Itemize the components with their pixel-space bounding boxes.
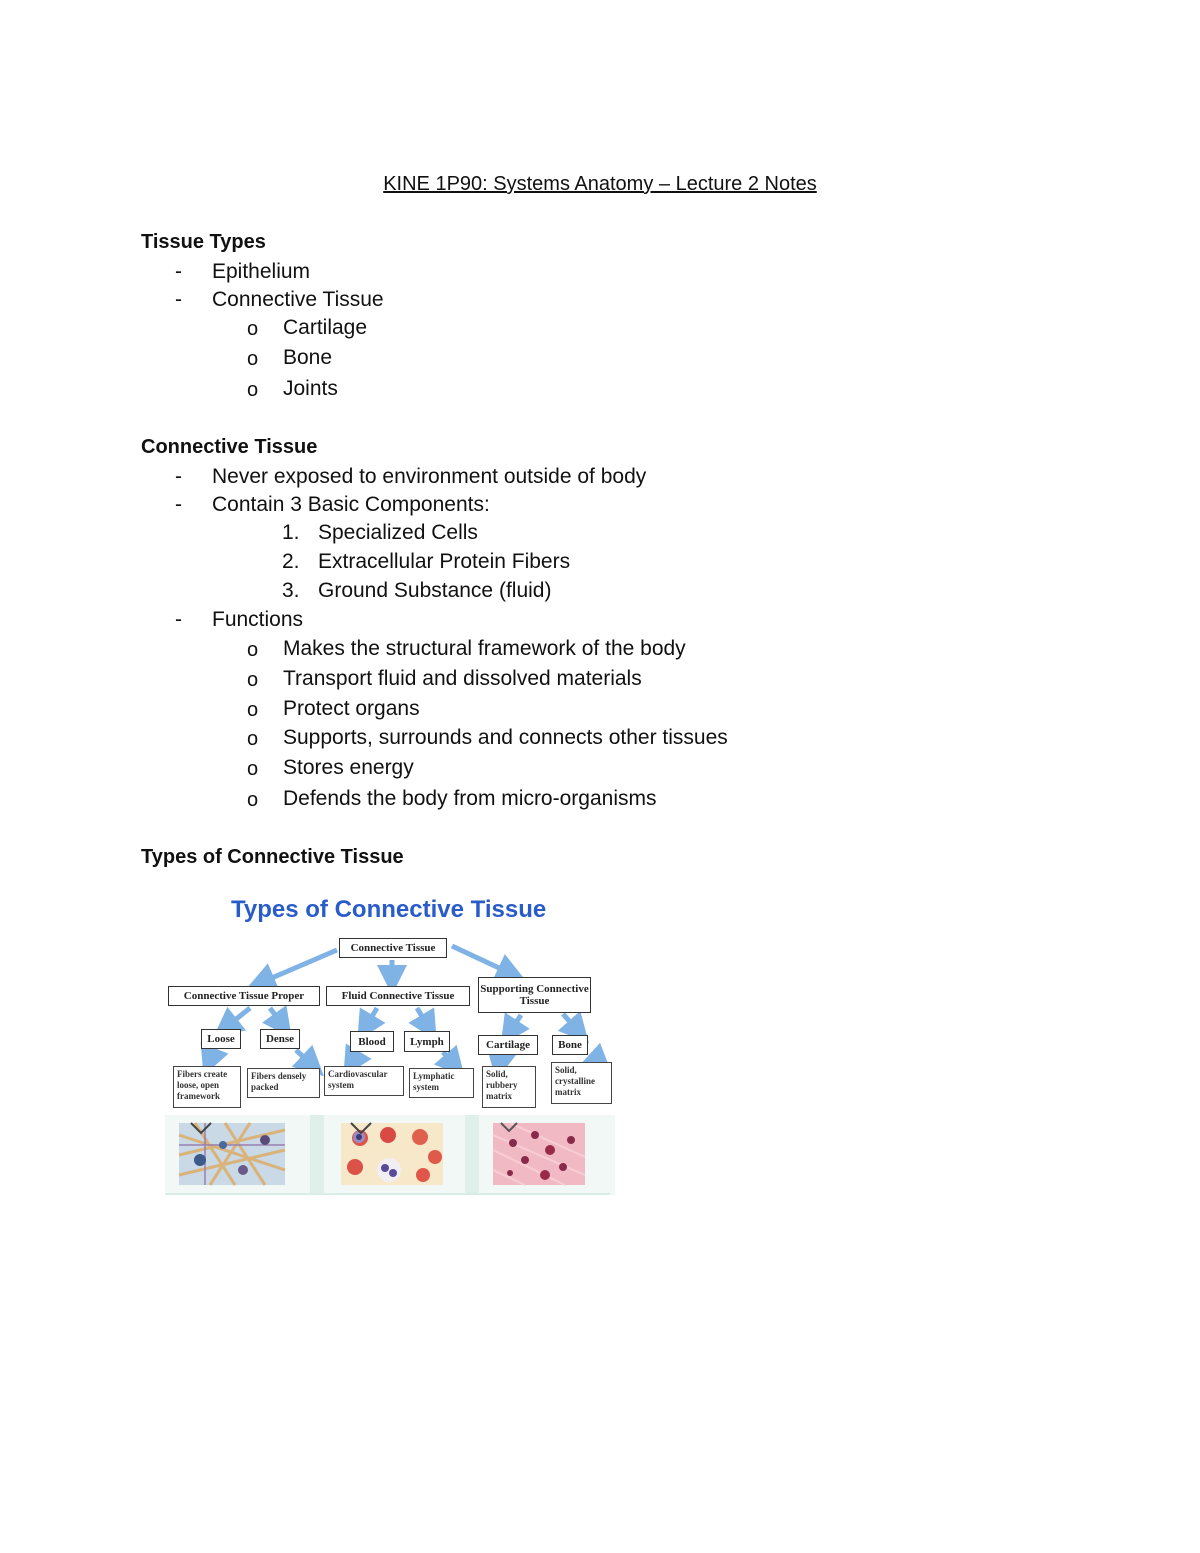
desc-lymph: Lymphatic system bbox=[409, 1068, 474, 1098]
circle-bullet: o bbox=[247, 318, 259, 340]
micrograph-strip bbox=[165, 1115, 615, 1197]
cartilage-image bbox=[493, 1123, 585, 1185]
node-bone: Bone bbox=[552, 1035, 588, 1055]
circle-bullet: o bbox=[247, 789, 259, 811]
list-item: Stores energy bbox=[283, 756, 414, 779]
list-item: Cartilage bbox=[283, 316, 368, 339]
figure-title: Types of Connective Tissue bbox=[231, 896, 547, 923]
list-item: Makes the structural framework of the body bbox=[283, 637, 686, 660]
desc-dense: Fibers densely packed bbox=[247, 1068, 320, 1098]
list-item: Connective Tissue bbox=[212, 288, 384, 311]
arrow-blood-desc bbox=[351, 1054, 357, 1064]
desc-cartilage: Solid, rubbery matrix bbox=[482, 1066, 536, 1108]
document-title: KINE 1P90: Systems Anatomy – Lecture 2 Notes bbox=[383, 173, 817, 195]
list-item: Joints bbox=[283, 377, 338, 400]
arrow-root-proper bbox=[260, 950, 337, 983]
circle-bullet: o bbox=[247, 348, 259, 370]
list-item: Contain 3 Basic Components: bbox=[212, 493, 490, 516]
heading-types-of-connective-tissue: Types of Connective Tissue bbox=[141, 846, 404, 868]
heading-tissue-types: Tissue Types bbox=[141, 231, 266, 253]
node-blood: Blood bbox=[350, 1031, 394, 1052]
arrow-proper-dense bbox=[270, 1008, 283, 1026]
node-supporting-connective-tissue: Supporting Connective Tissue bbox=[478, 977, 591, 1013]
list-item: Transport fluid and dissolved materials bbox=[283, 667, 642, 690]
arrow-lymph-desc bbox=[443, 1052, 455, 1066]
circle-bullet: o bbox=[247, 639, 259, 661]
desc-bone: Solid, crystalline matrix bbox=[551, 1062, 612, 1104]
circle-bullet: o bbox=[247, 758, 259, 780]
circle-bullet: o bbox=[247, 669, 259, 691]
heading-connective-tissue: Connective Tissue bbox=[141, 436, 318, 458]
blood-image bbox=[341, 1123, 443, 1185]
node-loose: Loose bbox=[201, 1029, 241, 1049]
list-item: Supports, surrounds and connects other tissues bbox=[283, 726, 728, 749]
arrow-supporting-cartilage bbox=[509, 1015, 521, 1033]
list-number: 2. bbox=[282, 550, 300, 573]
loose-tissue-image bbox=[179, 1123, 285, 1185]
root-node: Connective Tissue bbox=[339, 938, 447, 958]
list-item: Protect organs bbox=[283, 697, 420, 720]
node-cartilage: Cartilage bbox=[478, 1035, 538, 1055]
arrow-cartilage-desc bbox=[499, 1056, 501, 1066]
node-dense: Dense bbox=[260, 1029, 300, 1049]
node-fluid-connective-tissue: Fluid Connective Tissue bbox=[326, 986, 470, 1006]
arrow-dense-desc bbox=[296, 1050, 313, 1066]
desc-loose: Fibers create loose, open framework bbox=[173, 1066, 241, 1108]
arrow-proper-loose bbox=[225, 1008, 250, 1028]
list-number: 3. bbox=[282, 579, 300, 602]
list-item: Specialized Cells bbox=[318, 521, 478, 544]
arrow-loose-desc bbox=[209, 1052, 213, 1062]
dash-bullet: - bbox=[175, 608, 182, 631]
arrow-fluid-blood bbox=[365, 1008, 377, 1028]
circle-bullet: o bbox=[247, 699, 259, 721]
desc-blood: Cardiovascular system bbox=[324, 1066, 404, 1096]
dash-bullet: - bbox=[175, 260, 182, 283]
circle-bullet: o bbox=[247, 379, 259, 401]
list-item: Ground Substance (fluid) bbox=[318, 579, 552, 602]
list-item: Bone bbox=[283, 346, 333, 369]
dash-bullet: - bbox=[175, 493, 182, 516]
list-number: 1. bbox=[282, 521, 300, 544]
node-lymph: Lymph bbox=[404, 1031, 450, 1052]
dash-bullet: - bbox=[175, 465, 182, 488]
dash-bullet: - bbox=[175, 288, 182, 311]
circle-bullet: o bbox=[247, 728, 259, 750]
arrow-supporting-bone bbox=[563, 1014, 579, 1032]
arrow-fluid-lymph bbox=[417, 1008, 429, 1028]
list-item: Functions bbox=[212, 608, 304, 631]
list-item: Defends the body from micro-organisms bbox=[283, 787, 657, 810]
list-item: Never exposed to environment outside of body bbox=[212, 465, 647, 488]
arrow-root-supporting bbox=[452, 946, 512, 974]
list-item: Epithelium bbox=[212, 260, 311, 283]
node-connective-tissue-proper: Connective Tissue Proper bbox=[168, 986, 320, 1006]
connective-tissue-diagram bbox=[165, 890, 615, 1200]
list-item: Extracellular Protein Fibers bbox=[318, 550, 571, 573]
